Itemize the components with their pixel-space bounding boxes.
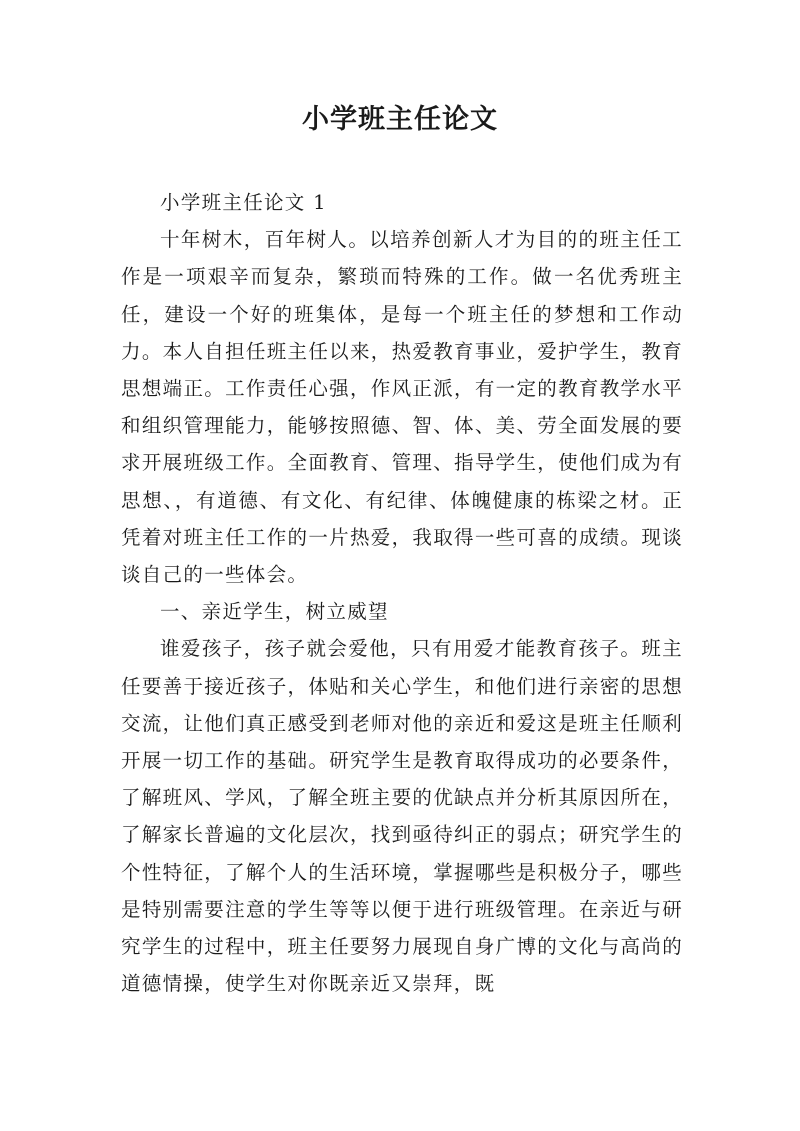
document-title: 小学班主任论文 (302, 104, 498, 135)
subsection-heading: 一、亲近学生，树立威望 (160, 600, 389, 624)
document-body (121, 184, 683, 1002)
section-heading: 小学班主任论文 1 (160, 191, 327, 214)
body-paragraph: 谁爱孩子，孩子就会爱他，只有用爱才能教育孩子。班主任要善于接近孩子，体贴和关心学生，和他们进行亲密的思想交流，让他们真正感受到老师对他的亲近和爱这是班主任顺利开展一切工作的基础。研究学生是教育取得成功的必要条件，了解班风、学风，了解全班主要的优缺点并分析其原因所在，了解家长普遍的文化层次，找到亟待纠正的弱点；研究学生的个性特征，了解个人的生活环境，掌握哪些是积极分子，哪些是特别需要注意的学生等等以便于进行班级管理。在亲近与研究学生的过程中，班主任要努力展现自身广博的文化与高尚的道德情操，使学生对你既亲近又崇拜，既 (121, 637, 683, 996)
body-paragraph: 十年树木，百年树人。以培养创新人才为目的的班主任工作是一项艰辛而复杂，繁琐而特殊的工作。做一名优秀班主任，建设一个好的班集体，是每一个班主任的梦想和工作动力。本人自担任班主任以来，热爱教育事业，爱护学生，教育思想端正。工作责任心强，作风正派，有一定的教育教学水平和组织管理能力，能够按照德、智、体、美、劳全面发展的要求开展班级工作。全面教育、管理、指导学生，使他们成为有思想、，有道德、有文化、有纪律、体魄健康的栋梁之材。正凭着对班主任工作的一片热爱，我取得一些可喜的成绩。现谈谈自己的一些体会。 (121, 228, 683, 587)
